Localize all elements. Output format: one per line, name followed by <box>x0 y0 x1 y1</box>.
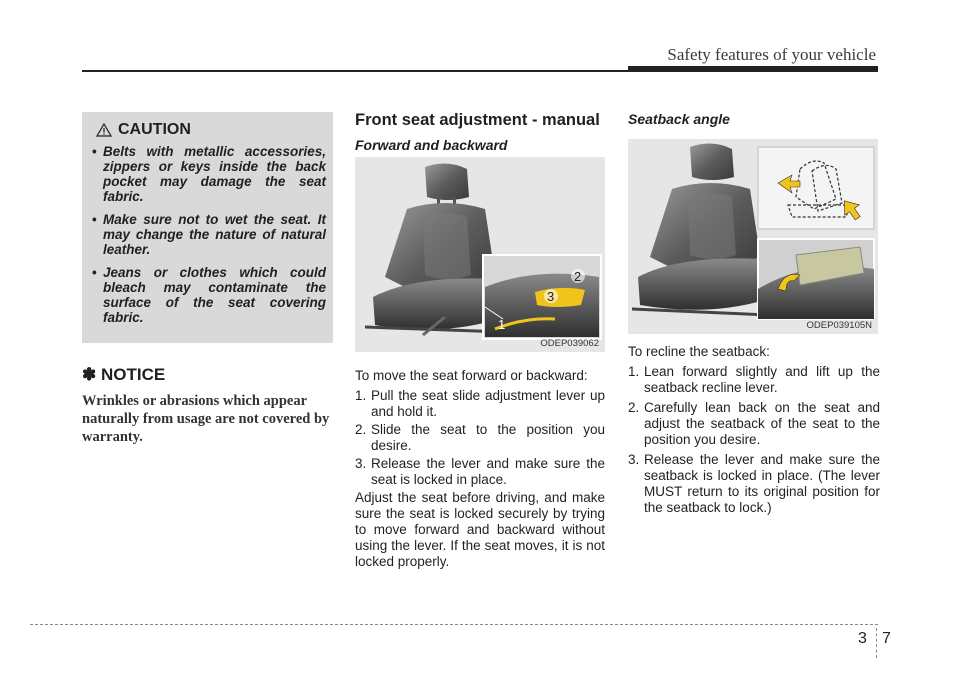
image-code: ODEP039062 <box>540 338 599 349</box>
step-item: 3. Release the lever and make sure the seat is locked in place. <box>355 456 605 487</box>
notice-title: ✽ NOTICE <box>82 365 166 384</box>
caution-box <box>82 112 333 343</box>
intro-text: To recline the seatback: <box>628 344 770 359</box>
section-title: Front seat adjustment - manual <box>355 111 600 129</box>
header-rule-accent <box>628 66 878 72</box>
caution-title: CAUTION <box>118 121 191 138</box>
caution-item: • Jeans or clothes which could bleach may contaminate the surface of the seat covering fabric. <box>90 265 326 325</box>
image-code: ODEP039105N <box>806 320 872 331</box>
adjust-note: Adjust the seat before driving, and make sure the seat is locked securely by trying to move forward and backward without using the lever. If the seat moves, it is not locked properly. <box>355 490 605 569</box>
seat-image <box>355 157 605 352</box>
caution-item: • Belts with metallic accessories, zippers or keys inside the back pocket may damage the seat fabric. <box>90 144 326 204</box>
seat-slide-illustration <box>355 157 605 352</box>
seatback-instructions <box>628 344 880 518</box>
seatback-illustration <box>628 139 878 334</box>
step-item: 1. Pull the seat slide adjustment lever up and hold it. <box>355 388 605 419</box>
intro-text: To move the seat forward or backward: <box>355 368 588 383</box>
warning-triangle-icon <box>96 123 112 137</box>
step-item: 1. Lean forward slightly and lift up the seatback recline lever. <box>628 364 880 395</box>
chapter-number: 3 <box>858 630 867 647</box>
subsection-title-forward-backward: Forward and backward <box>355 137 508 153</box>
step-item: 3. Release the lever and make sure the seatback is locked in place. (The lever MUST return to its original position for the seatback to lock.) <box>628 452 880 515</box>
caution-item: • Make sure not to wet the seat. It may change the nature of natural leather. <box>90 212 326 257</box>
subsection-title-seatback-angle: Seatback angle <box>628 111 730 127</box>
page-number: 7 <box>882 630 891 647</box>
step-item: 2. Slide the seat to the position you desire. <box>355 422 605 453</box>
step-list <box>355 388 605 488</box>
seatback-image <box>628 139 878 334</box>
section-header-title: Safety features of your vehicle <box>667 45 876 64</box>
page-separator <box>876 628 877 658</box>
notice-text: Wrinkles or abrasions which appear naturally from usage are not covered by warranty. <box>82 393 330 445</box>
callout-2: 2 <box>574 269 582 284</box>
callout-3: 3 <box>547 289 555 304</box>
caution-list <box>90 144 326 333</box>
forward-backward-instructions <box>355 368 605 570</box>
step-list <box>628 364 880 516</box>
footer-rule <box>30 624 878 625</box>
caution-header <box>96 121 191 139</box>
step-item: 2. Carefully lean back on the seat and adjust the seatback of the seat to the position you desire. <box>628 400 880 447</box>
callout-1: 1 <box>498 317 506 332</box>
